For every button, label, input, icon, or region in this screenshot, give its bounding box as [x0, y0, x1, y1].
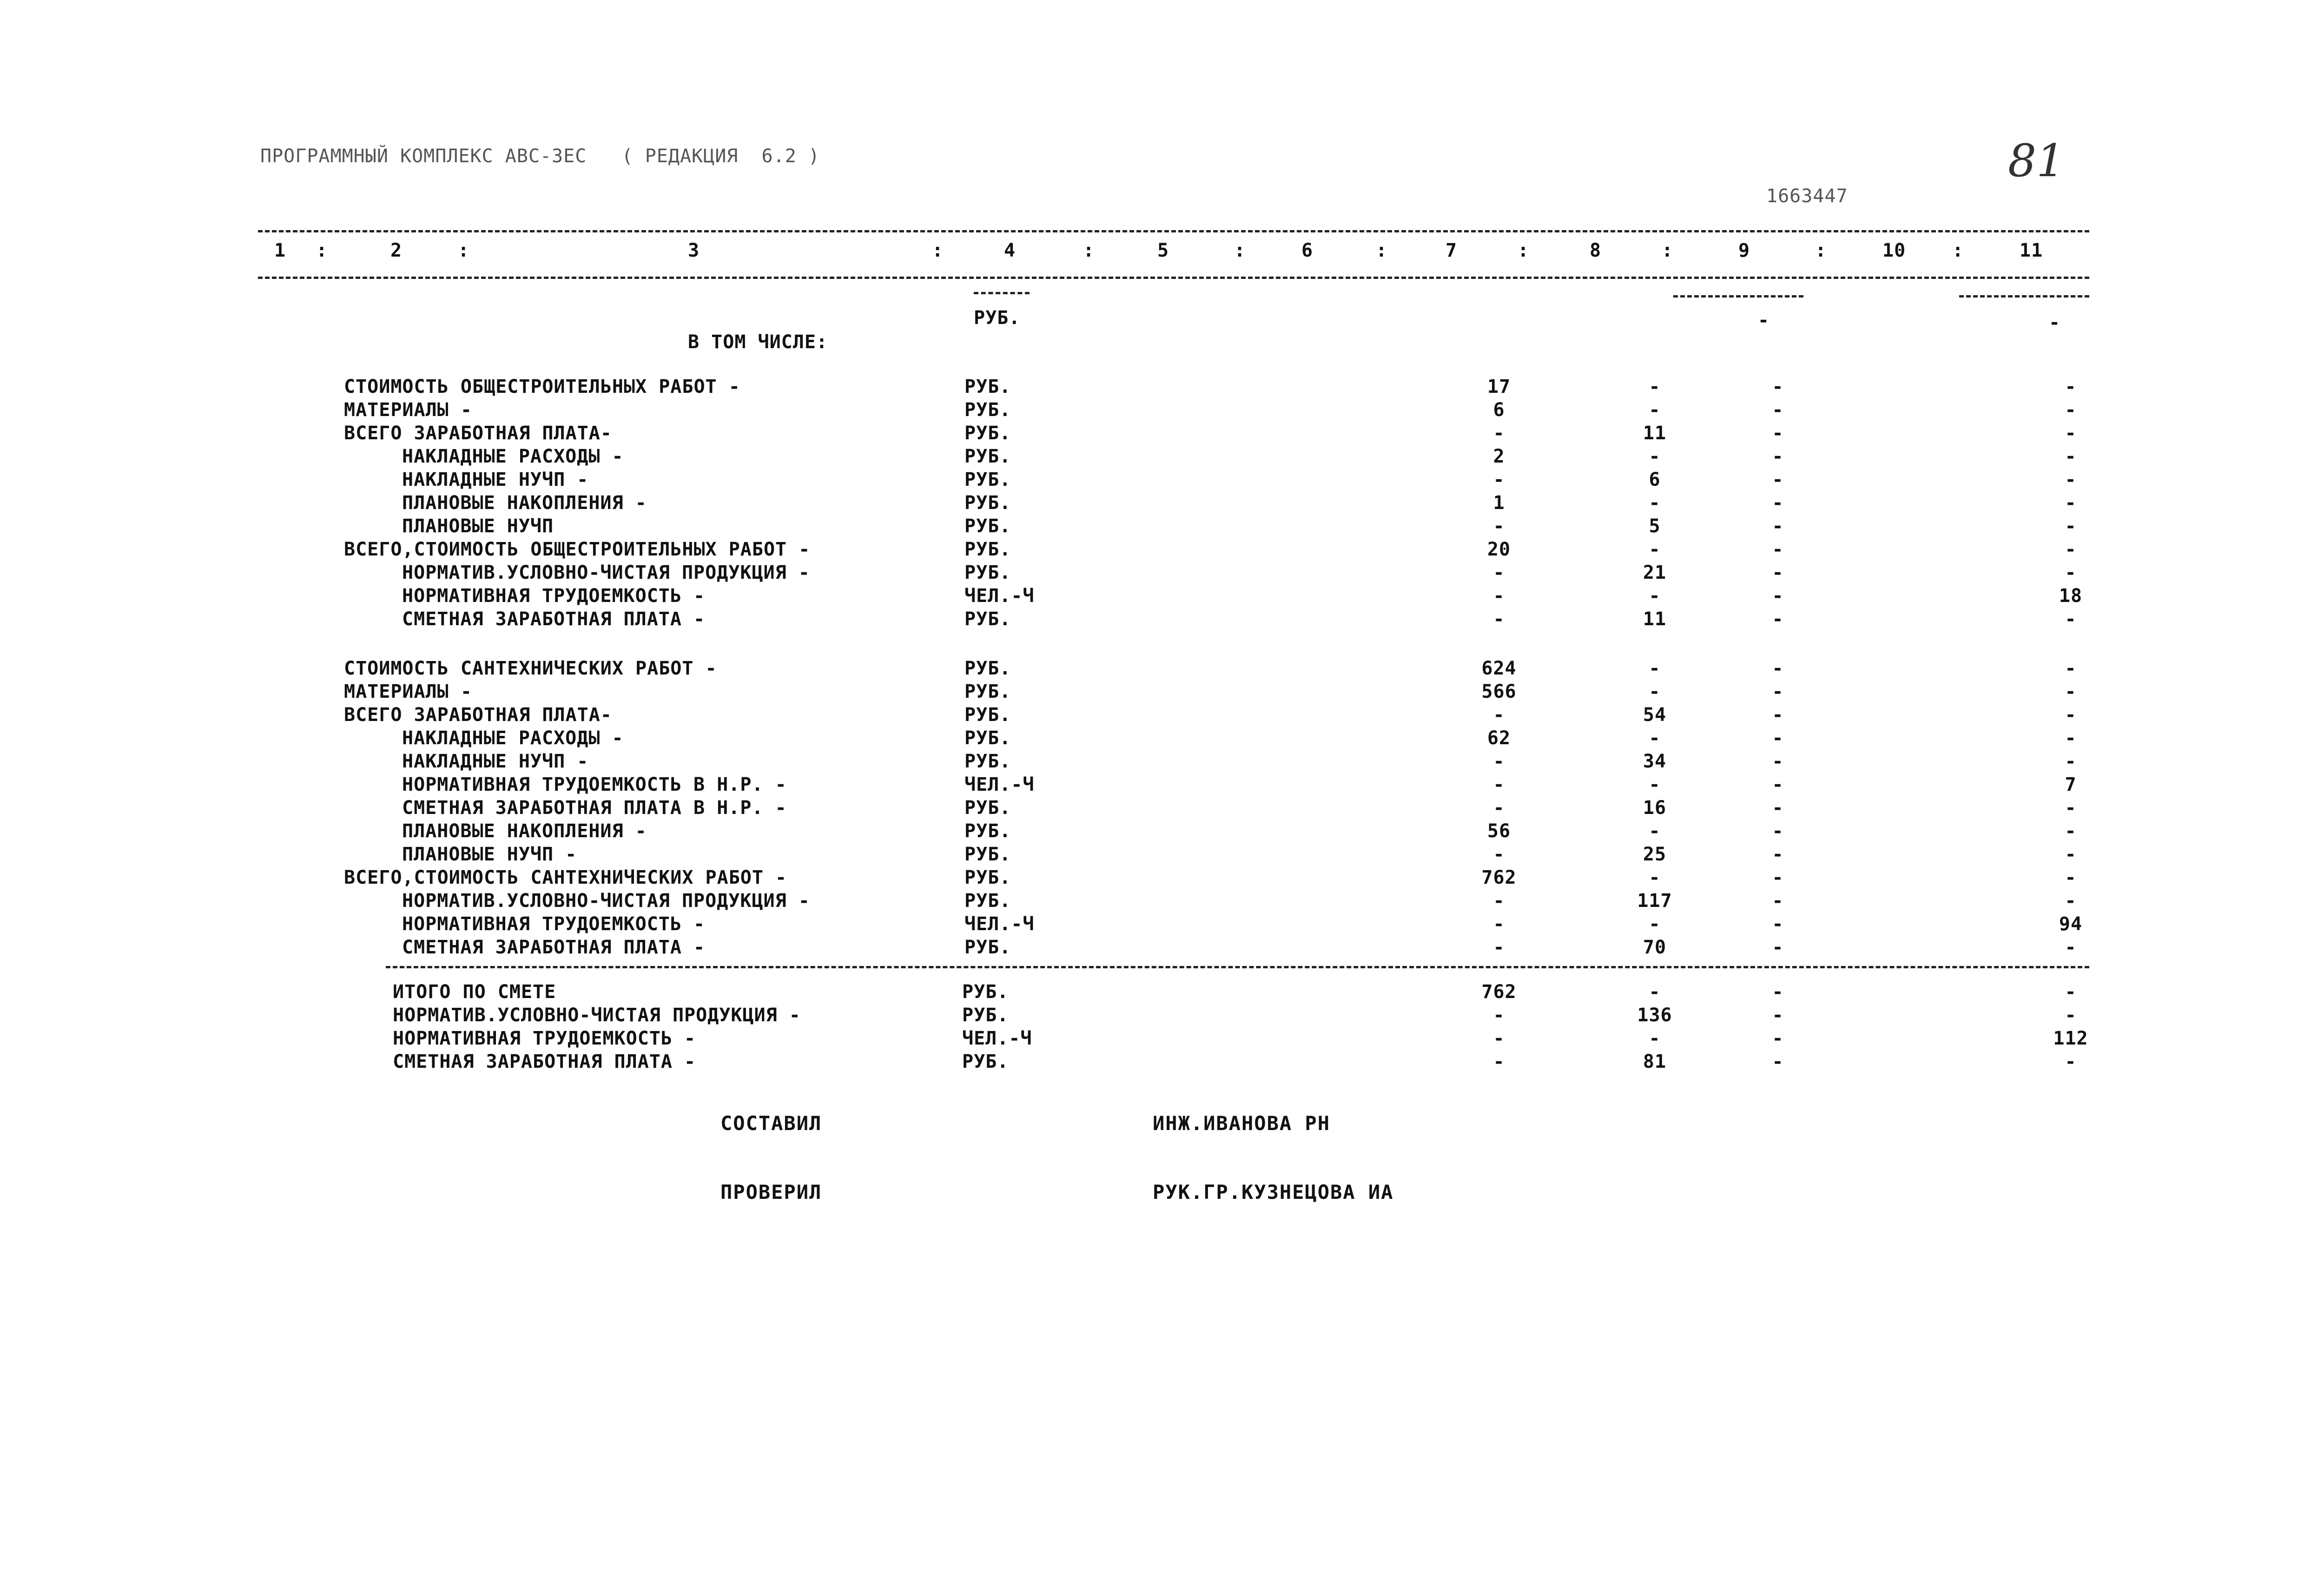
row-col7: - [1493, 516, 1505, 537]
column-header-20: 11 [2020, 240, 2043, 261]
row-label: НАКЛАДНЫЕ РАСХОДЫ - [402, 727, 624, 749]
row-col11: - [2065, 937, 2077, 958]
row-col9: - [1772, 820, 1784, 842]
row-col9: - [1772, 516, 1784, 537]
row-col9: - [1772, 727, 1784, 749]
row-col8: - [1649, 399, 1661, 421]
column-header-1: : [316, 240, 328, 261]
row-label: НАКЛАДНЫЕ НУЧП - [402, 469, 589, 490]
row-label: НОРМАТИВ.УСЛОВНО-ЧИСТАЯ ПРОДУКЦИЯ - [402, 562, 810, 583]
totals-col11: - [2065, 981, 2077, 1003]
row-col7: 17 [1487, 376, 1511, 397]
column-header-14: 8 [1590, 240, 1602, 261]
row-col9: - [1772, 658, 1784, 679]
page-number: 81 [2008, 135, 2065, 187]
row-col9: - [1772, 399, 1784, 421]
row-col7: 1 [1493, 492, 1505, 514]
row-col8: 25 [1643, 844, 1667, 865]
col11-underline [1959, 295, 2089, 298]
row-col7: 62 [1487, 727, 1511, 749]
row-unit: РУБ. [964, 797, 1011, 819]
row-col9: - [1772, 774, 1784, 795]
row-label: МАТЕРИАЛЫ - [344, 399, 472, 421]
row-label: ВСЕГО,СТОИМОСТЬ САНТЕХНИЧЕСКИХ РАБОТ - [344, 867, 787, 888]
row-col9: - [1772, 867, 1784, 888]
totals-unit: РУБ. [962, 1051, 1009, 1072]
row-unit: РУБ. [964, 516, 1011, 537]
row-col7: 624 [1481, 658, 1517, 679]
row-col7: - [1493, 774, 1505, 795]
composed-label: СОСТАВИЛ [720, 1112, 822, 1135]
row-unit: ЧЕЛ.-Ч [964, 774, 1035, 795]
row-col11: - [2065, 446, 2077, 467]
column-header-9: : [1234, 240, 1246, 261]
column-header-3: : [458, 240, 470, 261]
row-col11: - [2065, 399, 2077, 421]
subheading: В ТОМ ЧИСЛЕ: [688, 331, 828, 353]
row-col11: - [2065, 423, 2077, 444]
row-col8: - [1649, 774, 1661, 795]
column-header-18: 10 [1882, 240, 1906, 261]
row-label: НОРМАТИВНАЯ ТРУДОЕМКОСТЬ - [402, 913, 706, 935]
totals-col7: - [1493, 1028, 1505, 1049]
totals-label: НОРМАТИВНАЯ ТРУДОЕМКОСТЬ - [393, 1028, 696, 1049]
row-col11: 18 [2059, 585, 2083, 607]
column-header-10: 6 [1301, 240, 1314, 261]
row-label: ПЛАНОВЫЕ НУЧП [402, 516, 554, 537]
row-col11: - [2065, 681, 2077, 702]
row-col8: - [1649, 913, 1661, 935]
column-header-0: 1 [274, 240, 286, 261]
column-header-12: 7 [1446, 240, 1458, 261]
row-col8: - [1649, 658, 1661, 679]
row-label: ПЛАНОВЫЕ НАКОПЛЕНИЯ - [402, 492, 647, 514]
checked-name: РУК.ГР.КУЗНЕЦОВА ИА [1153, 1181, 1394, 1203]
row-col9: - [1772, 539, 1784, 560]
top-unit: РУБ. [974, 307, 1021, 329]
totals-rule [386, 966, 2089, 968]
row-col9: - [1772, 844, 1784, 865]
row-col8: - [1649, 446, 1661, 467]
checked-label: ПРОВЕРИЛ [720, 1181, 822, 1203]
totals-unit: РУБ. [962, 1005, 1009, 1026]
table-header-rule [258, 277, 2089, 279]
row-col8: - [1649, 867, 1661, 888]
row-col11: - [2065, 539, 2077, 560]
totals-col8: 81 [1643, 1051, 1667, 1072]
row-unit: ЧЕЛ.-Ч [964, 585, 1035, 607]
row-col11: - [2065, 492, 2077, 514]
program-header: ПРОГРАММНЫЙ КОМПЛЕКС АВС-ЗЕС ( РЕДАКЦИЯ 6.2 ) [260, 145, 820, 167]
row-col11: - [2065, 867, 2077, 888]
row-unit: РУБ. [964, 423, 1011, 444]
row-col8: - [1649, 820, 1661, 842]
row-col11: - [2065, 704, 2077, 726]
top-col9-value: - [1758, 310, 1770, 331]
totals-unit: РУБ. [962, 981, 1009, 1003]
row-col9: - [1772, 937, 1784, 958]
row-label: НОРМАТИВНАЯ ТРУДОЕМКОСТЬ В Н.Р. - [402, 774, 787, 795]
row-col9: - [1772, 608, 1784, 630]
row-col7: 20 [1487, 539, 1511, 560]
row-col11: - [2065, 376, 2077, 397]
totals-col11: - [2065, 1005, 2077, 1026]
row-col7: - [1493, 423, 1505, 444]
column-header-13: : [1518, 240, 1530, 261]
totals-col8: 136 [1637, 1005, 1672, 1026]
row-label: СТОИМОСТЬ САНТЕХНИЧЕСКИХ РАБОТ - [344, 658, 717, 679]
row-col9: - [1772, 562, 1784, 583]
totals-unit: ЧЕЛ.-Ч [962, 1028, 1032, 1049]
row-unit: РУБ. [964, 562, 1011, 583]
row-col11: - [2065, 608, 2077, 630]
column-header-6: 4 [1004, 240, 1016, 261]
row-unit: РУБ. [964, 820, 1011, 842]
row-label: НАКЛАДНЫЕ РАСХОДЫ - [402, 446, 624, 467]
row-col11: - [2065, 469, 2077, 490]
row-unit: РУБ. [964, 539, 1011, 560]
column-header-5: : [932, 240, 944, 261]
row-label: ВСЕГО ЗАРАБОТНАЯ ПЛАТА- [344, 423, 612, 444]
row-unit: РУБ. [964, 704, 1011, 726]
row-label: СТОИМОСТЬ ОБЩЕСТРОИТЕЛЬНЫХ РАБОТ - [344, 376, 740, 397]
row-col8: 54 [1643, 704, 1667, 726]
row-col8: 16 [1643, 797, 1667, 819]
unit-underline [974, 292, 1030, 294]
totals-label: ИТОГО ПО СМЕТЕ [393, 981, 556, 1003]
row-unit: РУБ. [964, 492, 1011, 514]
row-col11: 7 [2065, 774, 2077, 795]
totals-label: СМЕТНАЯ ЗАРАБОТНАЯ ПЛАТА - [393, 1051, 696, 1072]
row-col9: - [1772, 797, 1784, 819]
row-col11: - [2065, 797, 2077, 819]
row-label: ВСЕГО ЗАРАБОТНАЯ ПЛАТА- [344, 704, 612, 726]
column-header-11: : [1376, 240, 1388, 261]
row-col11: - [2065, 562, 2077, 583]
row-label: НАКЛАДНЫЕ НУЧП - [402, 751, 589, 772]
row-col8: 117 [1637, 890, 1672, 912]
totals-col8: - [1649, 981, 1661, 1003]
row-col9: - [1772, 469, 1784, 490]
row-label: ВСЕГО,СТОИМОСТЬ ОБЩЕСТРОИТЕЛЬНЫХ РАБОТ - [344, 539, 811, 560]
row-unit: РУБ. [964, 399, 1011, 421]
totals-col7: - [1493, 1005, 1505, 1026]
composed-name: ИНЖ.ИВАНОВА РН [1153, 1112, 1331, 1135]
row-col9: - [1772, 890, 1784, 912]
row-col8: - [1649, 492, 1661, 514]
row-label: СМЕТНАЯ ЗАРАБОТНАЯ ПЛАТА - [402, 937, 706, 958]
row-col11: - [2065, 658, 2077, 679]
top-col11-value: - [2049, 312, 2061, 333]
totals-col9: - [1772, 1005, 1784, 1026]
column-header-17: : [1815, 240, 1827, 261]
row-col9: - [1772, 423, 1784, 444]
row-label: ПЛАНОВЫЕ НАКОПЛЕНИЯ - [402, 820, 647, 842]
row-col11: 94 [2059, 913, 2083, 935]
row-unit: РУБ. [964, 890, 1011, 912]
row-col11: - [2065, 844, 2077, 865]
row-col9: - [1772, 704, 1784, 726]
row-col9: - [1772, 446, 1784, 467]
row-col9: - [1772, 751, 1784, 772]
row-col7: - [1493, 469, 1505, 490]
row-unit: РУБ. [964, 376, 1011, 397]
row-unit: РУБ. [964, 751, 1011, 772]
column-header-16: 9 [1738, 240, 1750, 261]
row-col7: - [1493, 844, 1505, 865]
totals-col9: - [1772, 981, 1784, 1003]
row-label: СМЕТНАЯ ЗАРАБОТНАЯ ПЛАТА - [402, 608, 706, 630]
row-col7: - [1493, 797, 1505, 819]
row-col7: - [1493, 890, 1505, 912]
row-col9: - [1772, 681, 1784, 702]
totals-col9: - [1772, 1028, 1784, 1049]
row-unit: РУБ. [964, 937, 1011, 958]
row-unit: РУБ. [964, 608, 1011, 630]
row-col7: 566 [1481, 681, 1517, 702]
row-unit: РУБ. [964, 844, 1011, 865]
row-col7: - [1493, 704, 1505, 726]
row-col7: 6 [1493, 399, 1505, 421]
row-col7: - [1493, 585, 1505, 607]
totals-col7: - [1493, 1051, 1505, 1072]
row-unit: ЧЕЛ.-Ч [964, 913, 1035, 935]
row-label: НОРМАТИВ.УСЛОВНО-ЧИСТАЯ ПРОДУКЦИЯ - [402, 890, 810, 912]
row-unit: РУБ. [964, 446, 1011, 467]
row-col7: - [1493, 562, 1505, 583]
row-label: НОРМАТИВНАЯ ТРУДОЕМКОСТЬ - [402, 585, 706, 607]
column-header-19: : [1952, 240, 1964, 261]
row-col11: - [2065, 516, 2077, 537]
row-col8: 11 [1643, 423, 1667, 444]
row-col9: - [1772, 492, 1784, 514]
row-unit: РУБ. [964, 681, 1011, 702]
row-col8: - [1649, 539, 1661, 560]
row-col8: - [1649, 727, 1661, 749]
row-col11: - [2065, 820, 2077, 842]
row-col8: 5 [1649, 516, 1661, 537]
row-col8: 11 [1643, 608, 1667, 630]
totals-col9: - [1772, 1051, 1784, 1072]
row-col11: - [2065, 890, 2077, 912]
totals-col7: 762 [1481, 981, 1517, 1003]
row-col8: - [1649, 681, 1661, 702]
row-unit: РУБ. [964, 658, 1011, 679]
row-unit: РУБ. [964, 469, 1011, 490]
totals-label: НОРМАТИВ.УСЛОВНО-ЧИСТАЯ ПРОДУКЦИЯ - [393, 1005, 801, 1026]
row-col8: 6 [1649, 469, 1661, 490]
row-col8: - [1649, 376, 1661, 397]
row-col7: - [1493, 937, 1505, 958]
row-col8: 21 [1643, 562, 1667, 583]
row-col7: 56 [1487, 820, 1511, 842]
row-col9: - [1772, 376, 1784, 397]
row-col11: - [2065, 727, 2077, 749]
column-header-4: 3 [688, 240, 700, 261]
row-label: ПЛАНОВЫЕ НУЧП - [402, 844, 577, 865]
row-col8: - [1649, 585, 1661, 607]
totals-col11: 112 [2053, 1028, 2088, 1049]
col9-underline [1673, 295, 1803, 298]
row-col7: - [1493, 751, 1505, 772]
row-col9: - [1772, 585, 1784, 607]
row-col7: - [1493, 608, 1505, 630]
row-unit: РУБ. [964, 727, 1011, 749]
row-unit: РУБ. [964, 867, 1011, 888]
row-label: МАТЕРИАЛЫ - [344, 681, 472, 702]
document-number: 1663447 [1766, 185, 1848, 207]
column-header-15: : [1662, 240, 1674, 261]
row-col8: 70 [1643, 937, 1667, 958]
totals-col11: - [2065, 1051, 2077, 1072]
row-col11: - [2065, 751, 2077, 772]
row-label: СМЕТНАЯ ЗАРАБОТНАЯ ПЛАТА В Н.Р. - [402, 797, 787, 819]
row-col7: 2 [1493, 446, 1505, 467]
row-col8: 34 [1643, 751, 1667, 772]
row-col7: - [1493, 913, 1505, 935]
row-col9: - [1772, 913, 1784, 935]
row-col7: 762 [1481, 867, 1517, 888]
column-header-7: : [1083, 240, 1095, 261]
column-header-8: 5 [1157, 240, 1169, 261]
table-top-rule [258, 230, 2089, 232]
column-header-2: 2 [390, 240, 403, 261]
totals-col8: - [1649, 1028, 1661, 1049]
